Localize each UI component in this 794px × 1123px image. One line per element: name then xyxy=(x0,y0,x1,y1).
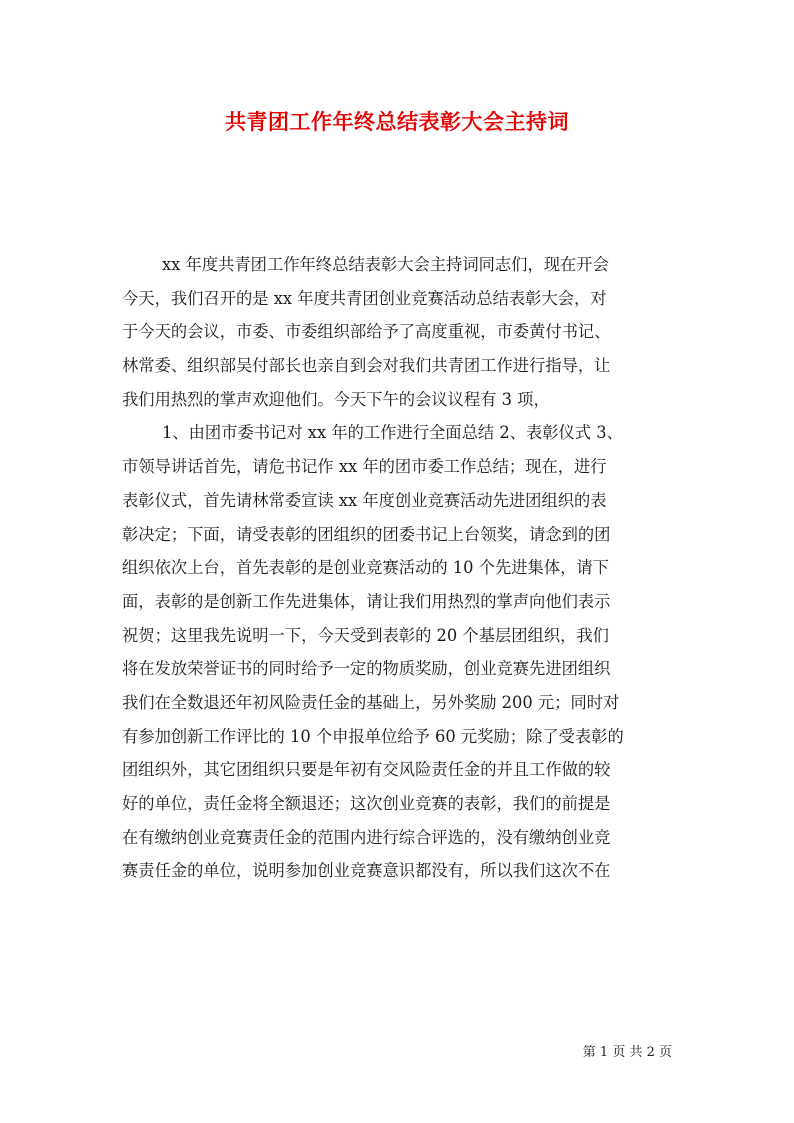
paragraph-line: 赛责任金的单位，说明参加创业竞赛意识都没有，所以我们这次不在 xyxy=(122,861,611,881)
paragraph-line: 团组织外，其它团组织只要是年初有交风险责任金的并且工作做的较 xyxy=(122,760,611,780)
paragraph-line: xx 年度共青团工作年终总结表彰大会主持词同志们，现在开会 xyxy=(162,255,609,274)
paragraph-line: 1、由团市委书记对 xx 年的工作进行全面总结 2、表彰仪式 3、 xyxy=(162,423,623,443)
paragraph-line: 祝贺；这里我先说明一下，今天受到表彰的 20 个基层团组织，我们 xyxy=(122,625,609,645)
paragraph-line: 组织依次上台，首先表彰的是创业竞赛活动的 10 个先进集体，请下 xyxy=(122,558,609,578)
page-number-footer: 第 1 页 共 2 页 xyxy=(582,1045,672,1060)
paragraph-line: 我们用热烈的掌声欢迎他们。今天下午的会议议程有 3 项， xyxy=(122,389,550,409)
paragraph-line: 面，表彰的是创新工作先进集体，请让我们用热烈的掌声向他们表示 xyxy=(122,591,611,611)
document-title: 共青团工作年终总结表彰大会主持词 xyxy=(225,109,569,134)
paragraph-line: 彰决定；下面，请受表彰的团组织的团委书记上台领奖，请念到的团 xyxy=(122,524,611,544)
paragraph-line: 我们在全数退还年初风险责任金的基础上，另外奖励 200 元；同时对 xyxy=(122,692,620,712)
paragraph-line: 在有缴纳创业竞赛责任金的范围内进行综合评选的，没有缴纳创业竞 xyxy=(122,827,611,847)
document-body xyxy=(122,248,677,888)
paragraph-line: 有参加创新工作评比的 10 个申报单位给予 60 元奖励；除了受表彰的 xyxy=(122,726,624,746)
paragraph-line: 市领导讲话首先，请危书记作 xx 年的团市委工作总结；现在，进行 xyxy=(122,457,607,477)
paragraph-line: 表彰仪式，首先请林常委宣读 xx 年度创业竞赛活动先进团组织的表 xyxy=(122,490,607,510)
paragraph-line: 林常委、组织部吴付部长也亲自到会对我们共青团工作进行指导，让 xyxy=(122,356,611,376)
paragraph-line: 今天，我们召开的是 xx 年度共青团创业竞赛活动总结表彰大会，对 xyxy=(122,288,607,308)
paragraph-line: 好的单位，责任金将全额退还；这次创业竞赛的表彰，我们的前提是 xyxy=(122,794,611,813)
paragraph-line: 将在发放荣誉证书的同时给予一定的物质奖励，创业竞赛先进团组织 xyxy=(122,659,611,679)
paragraph-line: 于今天的会议，市委、市委组织部给予了高度重视，市委黄付书记、 xyxy=(122,322,611,342)
